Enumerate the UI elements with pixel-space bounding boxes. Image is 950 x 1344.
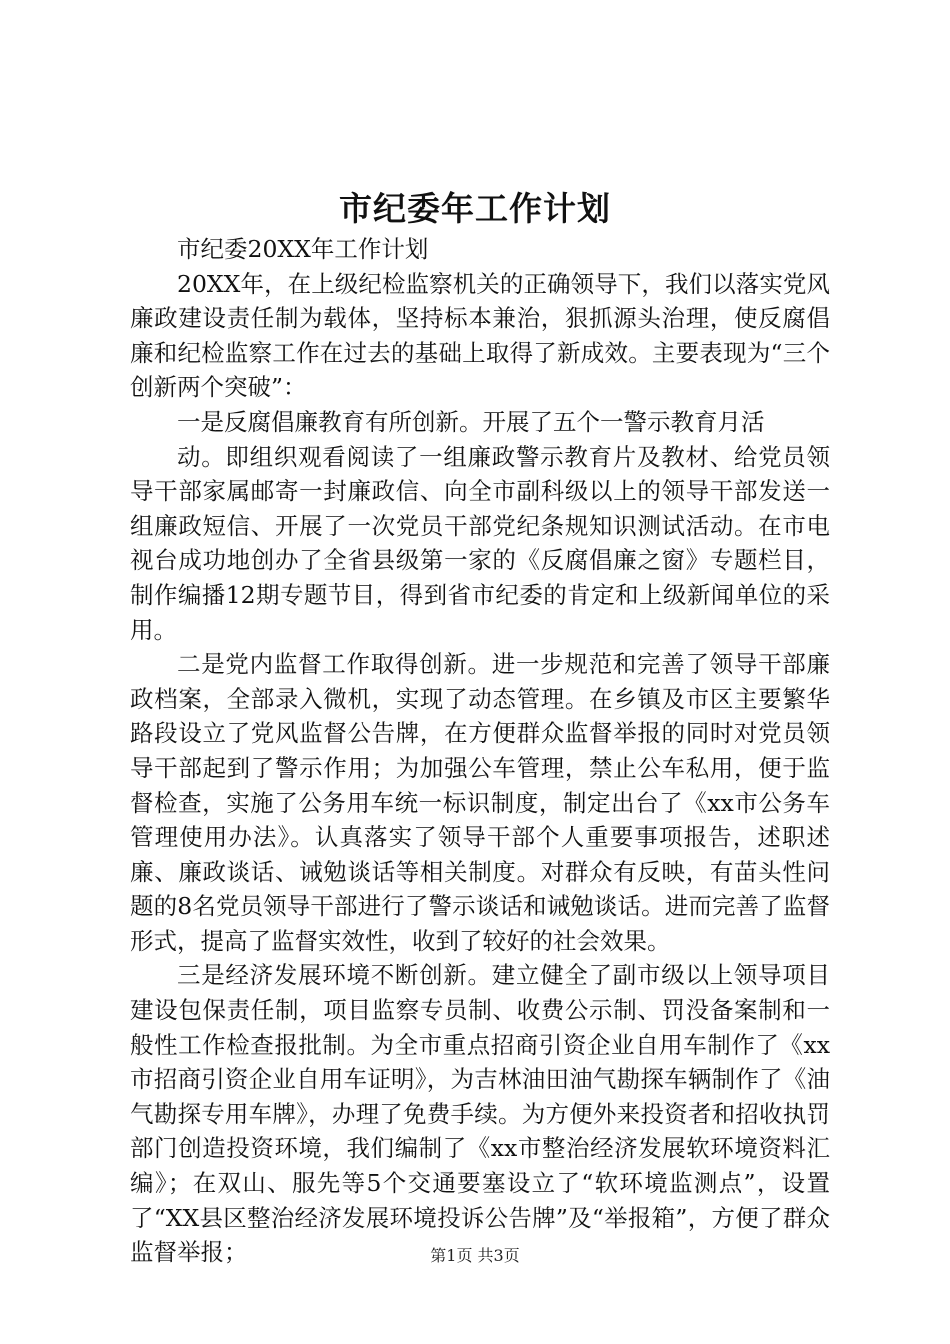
subtitle-paragraph: 市纪委20XX年工作计划: [177, 235, 429, 263]
intro-paragraph: 20XX年，在上级纪检监察机关的正确领导下，我们以落实党风廉政建设责任制为载体，坚持标本兼治，狠抓源头治理，使反腐倡廉和纪检监察工作在过去的基础上取得了新成效。主要表现为“三个创新两个突破”：: [130, 269, 830, 402]
page-title: 市纪委年工作计划: [339, 189, 611, 228]
paragraph-education-body: 动。即组织观看阅读了一组廉政警示教育片及教材、给党员领导干部家属邮寄一封廉政信、向全市副科级以上的领导干部发送一组廉政短信、开展了一次党员干部党纪条规知识测试活动。在市电视台成功地创办了全省县级第一家的《反腐倡廉之窗》专题栏目，制作编播12期专题节目，得到省市纪委的肯定和上级新闻单位的采用。: [130, 442, 830, 644]
paragraph-environment: 三是经济发展环境不断创新。建立健全了副市级以上领导项目建设包保责任制，项目监察专员制、收费公示制、罚没备案制和一般性工作检查报批制。为全市重点招商引资企业自用车制作了《xx市招商引资企业自用车证明》，为吉林油田油气勘探车辆制作了《油气勘探专用车牌》，办理了免费手续。为方便外来投资者和招收执罚部门创造投资环境，我们编制了《xx市整治经济发展软环境资料汇编》；在双山、服先等5个交通要塞设立了“软环境监测点”，设置了“XX县区整治经济发展环境投诉公告牌”及“举报箱”，方便了群众监督举报；: [130, 961, 830, 1267]
document-body: [130, 232, 830, 1270]
paragraph-education-heading: 一是反腐倡廉教育有所创新。开展了五个一警示教育月活: [177, 407, 765, 436]
page-number-footer: 第1页 共3页: [430, 1246, 520, 1265]
paragraph-supervision: 二是党内监督工作取得创新。进一步规范和完善了领导干部廉政档案，全部录入微机，实现了动态管理。在乡镇及市区主要繁华路段设立了党风监督公告牌，在方便群众监督举报的同时对党员领导干部起到了警示作用；为加强公车管理，禁止公车私用，便于监督检查，实施了公务用车统一标识制度，制定出台了《xx市公务车管理使用办法》。认真落实了领导干部个人重要事项报告，述职述廉、廉政谈话、诫勉谈话等相关制度。对群众有反映，有苗头性问题的8名党员领导干部进行了警示谈话和诫勉谈话。进而完善了监督形式，提高了监督实效性，收到了较好的社会效果。: [130, 650, 830, 955]
